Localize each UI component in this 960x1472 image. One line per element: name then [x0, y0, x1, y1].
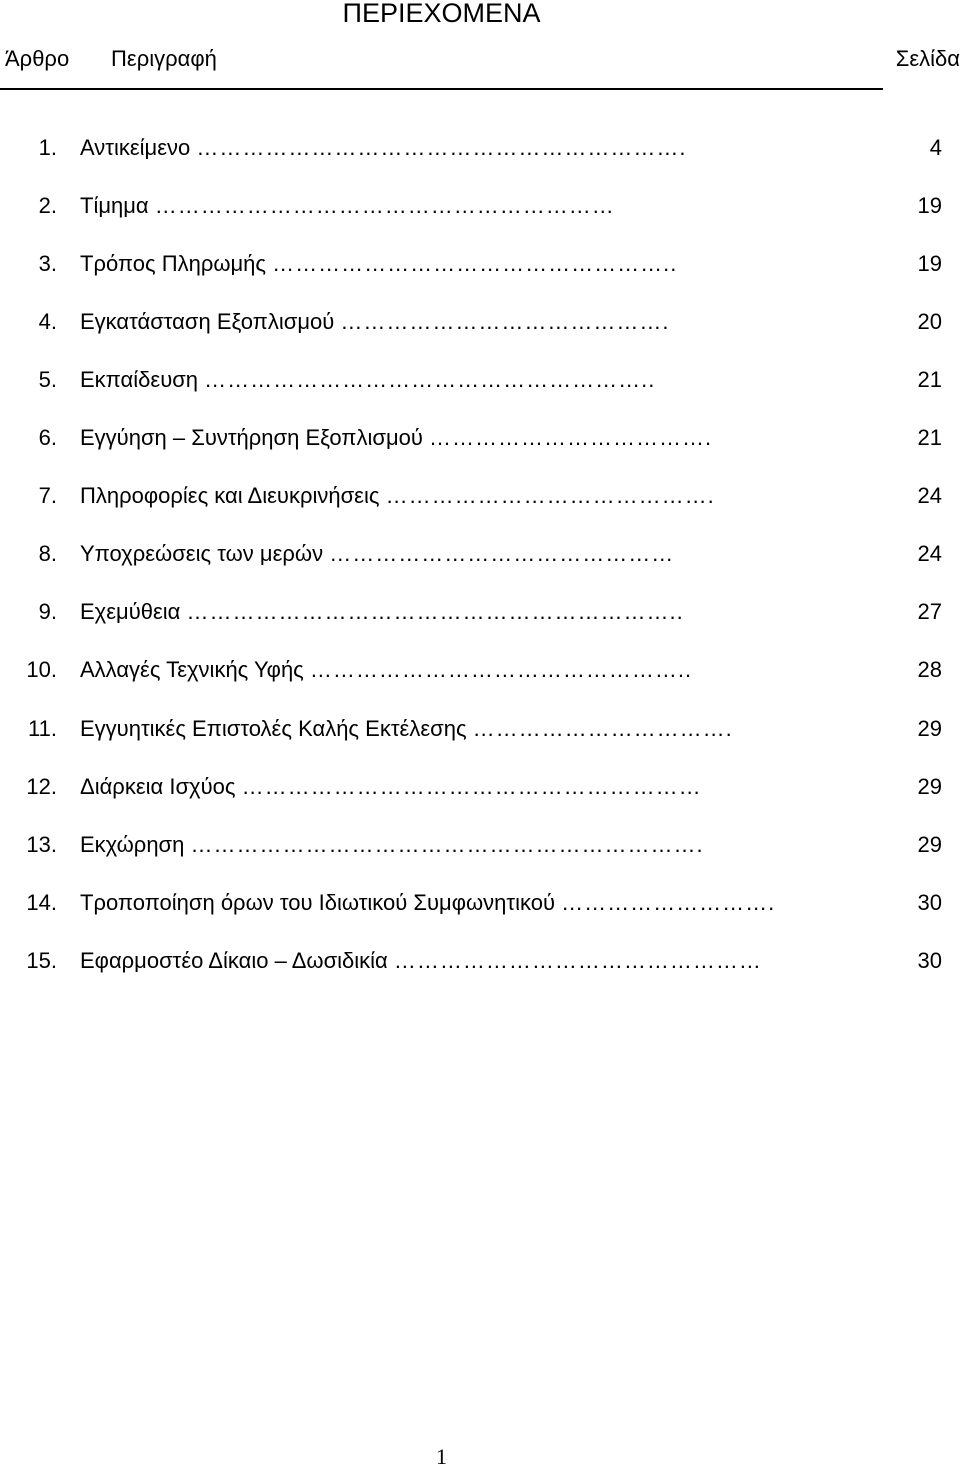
toc-entry-page: 30: [917, 948, 942, 973]
toc-entry-number: 7.: [38, 483, 57, 508]
toc-entry[interactable]: [0, 769, 960, 805]
toc-entry-title: Τροποποίηση όρων του Ιδιωτικού Συμφωνητικού: [80, 890, 555, 915]
toc-entry-page: 29: [917, 832, 942, 857]
toc-leader-dots: ……………………………………………………: [154, 193, 615, 218]
toc-entry[interactable]: [0, 130, 960, 166]
toc-entry-page: 29: [917, 774, 942, 799]
toc-entry-page: 19: [917, 193, 942, 218]
toc-entry[interactable]: [0, 536, 960, 572]
toc-entry-title: Εφαρμοστέο Δίκαιο – Δωσιδικία: [80, 948, 388, 973]
toc-entry[interactable]: [0, 711, 960, 747]
toc-entry-page: 27: [917, 599, 942, 624]
toc-entry[interactable]: [0, 827, 960, 863]
toc-entry-number: 9.: [38, 599, 57, 624]
toc-entry-title: Εγκατάσταση Εξοπλισμού: [80, 309, 335, 334]
column-header-article: Άρθρο: [5, 46, 70, 71]
toc-entry-number: 4.: [38, 309, 57, 334]
toc-entry[interactable]: [0, 420, 960, 456]
toc-entry[interactable]: [0, 246, 960, 282]
toc-entry-page: 19: [917, 251, 942, 276]
toc-leader-dots: ………………………………………: [329, 541, 675, 566]
toc-leader-dots: …………………………………………: [393, 948, 762, 973]
toc-entry-title: Τρόπος Πληρωμής: [80, 251, 267, 276]
toc-entry-page: 4: [929, 135, 942, 160]
toc-entry-page: 20: [917, 309, 942, 334]
toc-entry[interactable]: [0, 304, 960, 340]
toc-leader-dots: ……………………………………………………: [241, 774, 702, 799]
header-divider: [0, 88, 883, 90]
toc-leader-dots: ……………………………………………………….: [196, 135, 687, 160]
toc-leader-dots: …………………………………………………..: [204, 367, 656, 392]
toc-entry-page: 28: [917, 657, 942, 682]
toc-leader-dots: …………………………………….: [385, 483, 715, 508]
toc-entry[interactable]: [0, 362, 960, 398]
document-title: ΠΕΡΙΕΧΟΜΕΝΑ: [342, 0, 541, 28]
toc-leader-dots: …………………………….: [472, 716, 733, 741]
toc-entry-number: 10.: [26, 657, 57, 682]
toc-entry-title: Υποχρεώσεις των μερών: [80, 541, 324, 566]
toc-entry-title: Αλλαγές Τεχνικής Υφής: [80, 657, 304, 682]
column-header-description: Περιγραφή: [111, 46, 217, 71]
toc-entry-number: 15.: [26, 948, 57, 973]
column-header-page: Σελίδα: [895, 46, 960, 71]
toc-entry[interactable]: [0, 594, 960, 630]
toc-entry-number: 14.: [26, 890, 57, 915]
toc-entry-title: Διάρκεια Ισχύος: [80, 774, 236, 799]
toc-entry-page: 21: [917, 425, 942, 450]
toc-entry-number: 1.: [38, 135, 57, 160]
toc-entry-number: 8.: [38, 541, 57, 566]
toc-entry-number: 6.: [38, 425, 57, 450]
page-number: 1: [436, 1444, 447, 1469]
toc-entry[interactable]: [0, 652, 960, 688]
toc-entry[interactable]: [0, 943, 960, 979]
toc-entry-title: Εκπαίδευση: [80, 367, 199, 392]
toc-entry-number: 11.: [28, 716, 57, 741]
toc-entry[interactable]: [0, 478, 960, 514]
toc-entry-page: 24: [917, 483, 942, 508]
toc-entry-title: Εγγύηση – Συντήρηση Εξοπλισμού: [80, 425, 423, 450]
toc-entry-title: Αντικείμενο: [80, 135, 191, 160]
toc-entry-title: Εγγυητικές Επιστολές Καλής Εκτέλεσης: [80, 716, 467, 741]
toc-entry-title: Εχεμύθεια: [80, 599, 181, 624]
toc-leader-dots: …………………………………….: [340, 309, 670, 334]
toc-entry-page: 29: [917, 716, 942, 741]
toc-entry[interactable]: [0, 188, 960, 224]
toc-entry-page: 30: [917, 890, 942, 915]
toc-entry-page: 24: [917, 541, 942, 566]
toc-leader-dots: …………………………………………..: [309, 657, 693, 682]
toc-entry-number: 12.: [26, 774, 57, 799]
toc-entry-number: 3.: [38, 251, 57, 276]
toc-leader-dots: ……………………………………………..: [272, 251, 678, 276]
toc-entry-number: 13.: [26, 832, 57, 857]
toc-entry-number: 5.: [38, 367, 57, 392]
toc-entry-page: 21: [917, 367, 942, 392]
toc-leader-dots: ………………………………………………………..: [186, 599, 684, 624]
toc-entry-title: Τίμημα: [80, 193, 149, 218]
toc-entry-title: Πληροφορίες και Διευκρινήσεις: [80, 483, 380, 508]
toc-leader-dots: ……………………………….: [429, 425, 713, 450]
toc-entry-number: 2.: [38, 193, 57, 218]
toc-leader-dots: ………………………………………………………….: [190, 832, 704, 857]
toc-entry[interactable]: [0, 885, 960, 921]
toc-leader-dots: ……………………….: [561, 890, 776, 915]
toc-entry-title: Εκχώρηση: [80, 832, 185, 857]
